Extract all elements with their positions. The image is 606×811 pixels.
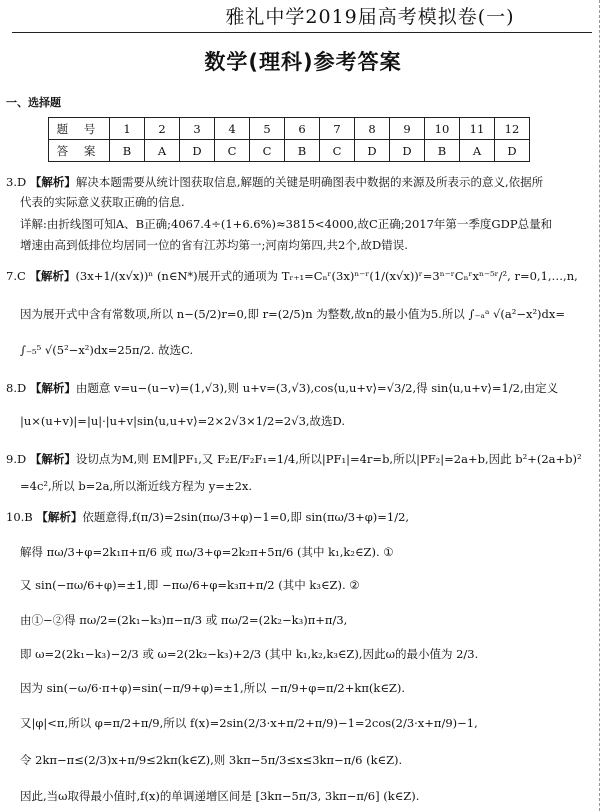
question-number: 2 [145, 118, 180, 140]
answer-cell: A [145, 140, 180, 162]
answer-table-answer-row [49, 140, 530, 162]
question-number: 4 [215, 118, 250, 140]
q10-line-8: 令 2kπ−π≤(2/3)x+π/9≤2kπ(k∈Z),则 3kπ−5π/3≤x≤3kπ−π/6 (k∈Z). [20, 753, 403, 767]
q3-line-1 [6, 174, 543, 190]
question-number: 5 [250, 118, 285, 140]
q3-text: 解决本题需要从统计图获取信息,解题的关键是明确图表中数据的来源及所表示的意义,依据所 [75, 175, 544, 189]
answer-cell: D [180, 140, 215, 162]
answer-cell: B [285, 140, 320, 162]
page-title: 数学(理科)参考答案 [204, 50, 402, 74]
answer-cell: C [250, 140, 285, 162]
answer-cell: D [495, 140, 530, 162]
question-number: 9 [390, 118, 425, 140]
q10-text: 依题意得,f(π/3)=2sin(πω/3+φ)−1=0,即 sin(πω/3+φ)=1/2, [82, 510, 410, 524]
analysis-tag: 【解析】 [29, 381, 76, 395]
question-number: 3 [180, 118, 215, 140]
q10-line-7: 又|φ|<π,所以 φ=π/2+π/9,所以 f(x)=2sin(2/3·x+π/2+π/9)−1=2cos(2/3·x+π/9)−1, [20, 716, 478, 730]
q7-text: (3x+1/(x√x))ⁿ (n∈N*)展开式的通项为 Tᵣ₊₁=Cₙʳ(3x)ⁿ⁻ʳ(1/(x√x))ʳ=3ⁿ⁻ʳCₙʳxⁿ⁻⁵ʳ/², r=0,1,…,n, [75, 269, 578, 283]
question-number: 10 [425, 118, 460, 140]
answer-table-number-row [49, 118, 530, 140]
q9-line-1 [6, 451, 582, 467]
answer-table [48, 117, 530, 162]
question-number-label: 7.C [6, 269, 26, 283]
row-label-number: 题 号 [49, 118, 110, 140]
answer-cell: C [320, 140, 355, 162]
question-number-label: 9.D [6, 452, 27, 466]
answer-cell: C [215, 140, 250, 162]
question-number-label: 8.D [6, 381, 27, 395]
q3-line-2: 代表的实际意义获取正确的信息. [20, 195, 185, 209]
question-number: 8 [355, 118, 390, 140]
answer-cell: B [110, 140, 145, 162]
q10-line-4: 由①−②得 πω/2=(2k₁−k₃)π−π/3 或 πω/2=(2k₂−k₃)π+π/3, [20, 613, 348, 627]
analysis-tag: 【解析】 [29, 269, 76, 283]
q10-line-9: 因此,当ω取得最小值时,f(x)的单调递增区间是 [3kπ−5π/3, 3kπ−π/6] (k∈Z). [20, 789, 420, 803]
analysis-tag: 【解析】 [29, 452, 76, 466]
q10-line-2: 解得 πω/3+φ=2k₁π+π/6 或 πω/3+φ=2k₂π+5π/6 (其中 k₁,k₂∈Z). ① [20, 545, 394, 559]
q3-line-4: 增速由高到低排位均居同一位的省有江苏均第一;河南均第四,共2个,故D错误. [20, 238, 408, 252]
question-number: 12 [495, 118, 530, 140]
question-number: 7 [320, 118, 355, 140]
question-number-label: 3.D [6, 175, 27, 189]
analysis-tag: 【解析】 [36, 510, 83, 524]
answer-cell: D [390, 140, 425, 162]
q8-text: 由题意 v=u−(u−v)=(1,√3),则 u+v=(3,√3),cos⟨u,u+v⟩=√3/2,得 sin⟨u,u+v⟩=1/2,由定义 [75, 381, 559, 395]
question-number: 1 [110, 118, 145, 140]
question-number: 6 [285, 118, 320, 140]
q8-line-2: |u×(u+v)|=|u|·|u+v|sin⟨u,u+v⟩=2×2√3×1/2=2√3,故选D. [20, 414, 346, 428]
question-number: 11 [460, 118, 495, 140]
answer-cell: A [460, 140, 495, 162]
q7-line-2: 因为展开式中含有常数项,所以 n−(5/2)r=0,即 r=(2/5)n 为整数,故n的最小值为5.所以 ∫₋ₐᵃ √(a²−x²)dx= [20, 307, 566, 321]
q10-line-1 [6, 509, 409, 525]
exam-header-title: 雅礼中学2019届高考模拟卷(一) [225, 6, 515, 28]
analysis-tag: 【解析】 [29, 175, 76, 189]
row-label-answer: 答 案 [49, 140, 110, 162]
q10-line-3: 又 sin(−πω/6+φ)=±1,即 −πω/6+φ=k₃π+π/2 (其中 k₃∈Z). ② [20, 578, 360, 592]
q8-line-1 [6, 380, 558, 396]
q3-line-3: 详解:由折线图可知A、B正确;4067.4÷(1+6.6%)≈3815<4000,故C正确;2017年第一季度GDP总量和 [20, 217, 553, 231]
answer-cell: D [355, 140, 390, 162]
q7-line-1 [6, 268, 578, 284]
answer-cell: B [425, 140, 460, 162]
q9-text: 设切点为M,则 EM∥PF₁,又 F₂E/F₂F₁=1/4,所以|PF₁|=4r=b,所以|PF₂|=2a+b,因此 b²+(2a+b)² [75, 452, 582, 466]
question-number-label: 10.B [6, 510, 33, 524]
section-heading-choice: 一、选择题 [6, 96, 61, 109]
q7-line-3: ∫₋₅⁵ √(5²−x²)dx=25π/2. 故选C. [20, 343, 194, 357]
q10-line-5: 即 ω=2(2k₁−k₃)−2/3 或 ω=2(2k₂−k₃)+2/3 (其中 k₁,k₂,k₃∈Z),因此ω的最小值为 2/3. [20, 647, 479, 661]
q9-line-2: =4c²,所以 b=2a,所以渐近线方程为 y=±2x. [20, 479, 253, 493]
header-rule [12, 32, 592, 33]
right-margin-dashed-line [599, 0, 600, 811]
q10-line-6: 因为 sin(−ω/6·π+φ)=sin(−π/9+φ)=±1,所以 −π/9+φ=π/2+kπ(k∈Z). [20, 681, 406, 695]
